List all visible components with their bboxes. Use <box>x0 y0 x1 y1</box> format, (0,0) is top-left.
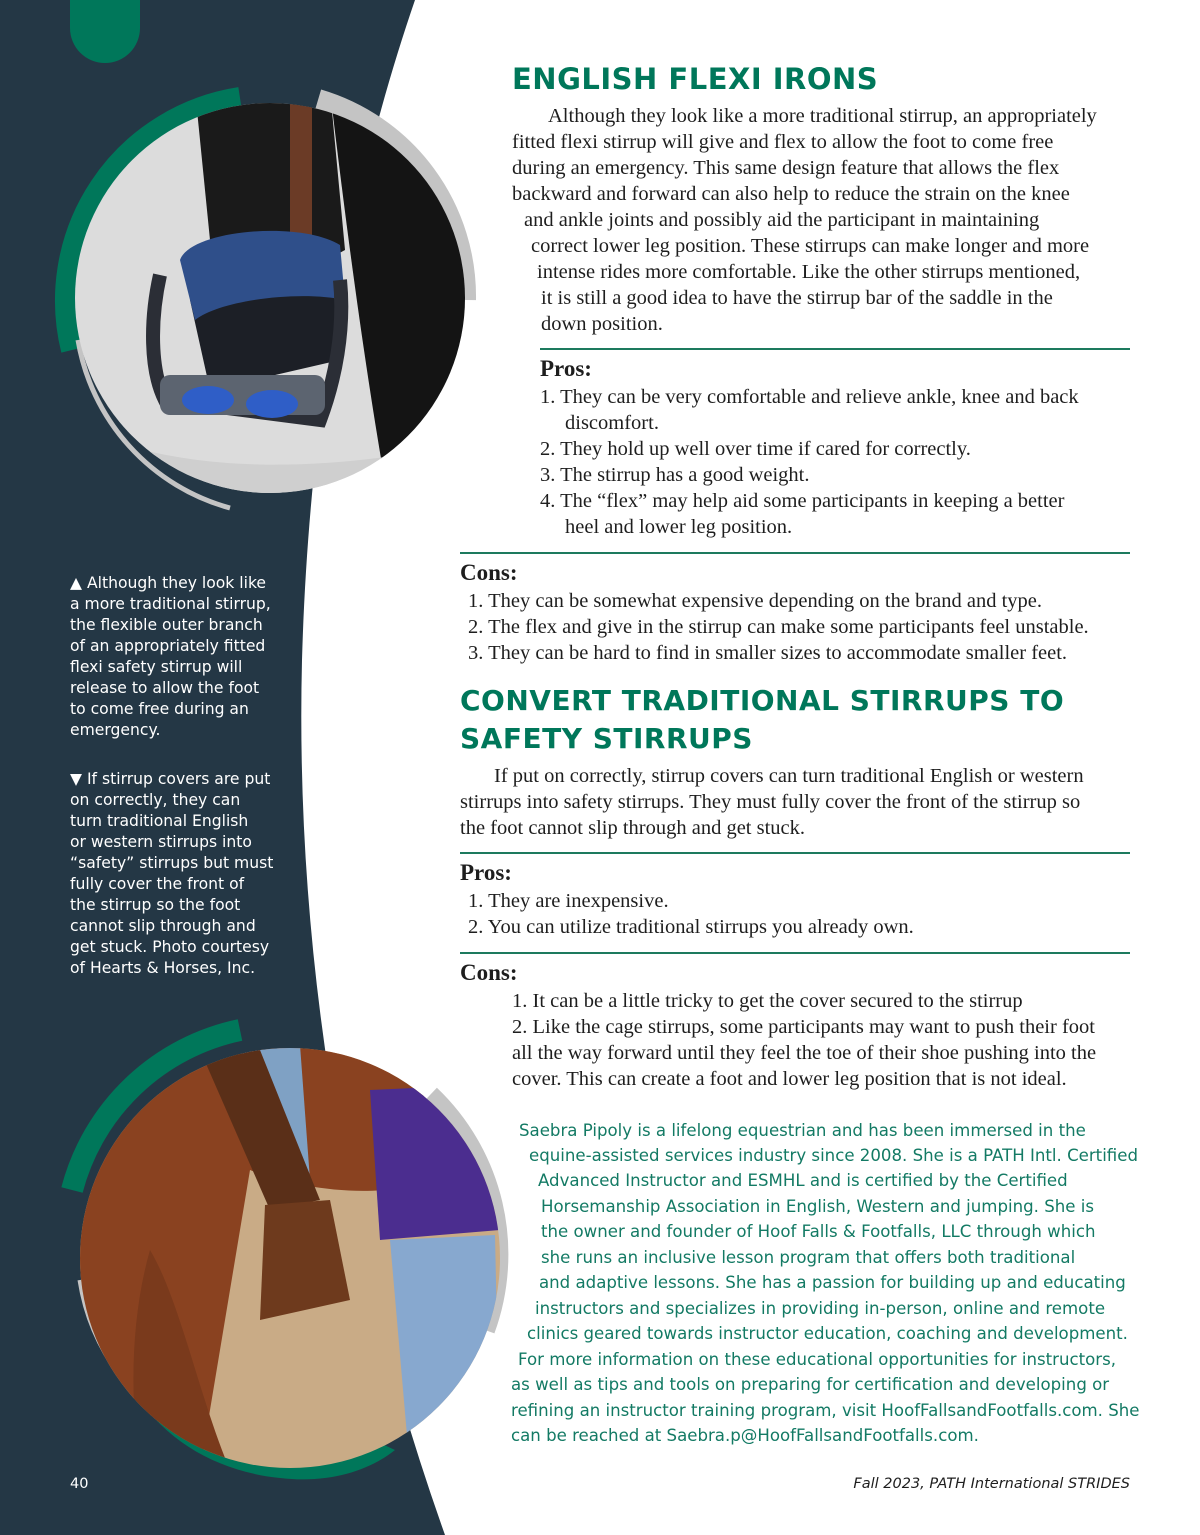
body-line: intense rides more comfortable. Like the other stirrups mentioned, <box>537 261 1081 283</box>
caption-line: the flexible outer branch <box>70 616 263 634</box>
list-item: 1. It can be a little tricky to get the cover secured to the stirrup <box>512 990 1023 1012</box>
body-line: Although they look like a more traditional stirrup, an appropriately <box>548 105 1097 127</box>
caption-line: fully cover the front of <box>70 875 245 893</box>
caption-line: of an appropriately fitted <box>70 637 266 655</box>
list-item: heel and lower leg position. <box>565 516 793 538</box>
list-item: 1. They are inexpensive. <box>468 890 669 912</box>
divider <box>460 852 1130 854</box>
body-line: down position. <box>541 313 663 335</box>
bio-line: refining an instructor training program, visit HoofFallsandFootfalls.com. She <box>511 1401 1140 1420</box>
list-item: 2. You can utilize traditional stirrups you already own. <box>468 916 914 938</box>
bio-line: she runs an inclusive lesson program that offers both traditional <box>541 1248 1076 1267</box>
body-line: stirrups into safety stirrups. They must fully cover the front of the stirrup so <box>460 791 1081 813</box>
cons-label: Cons: <box>460 960 518 985</box>
caption-line: emergency. <box>70 721 161 739</box>
caption-bottom <box>70 769 275 979</box>
list-item: cover. This can create a foot and lower leg position that is not ideal. <box>512 1068 1067 1090</box>
caption-line: or western stirrups into <box>70 833 252 851</box>
section-heading-convert-line2: SAFETY STIRRUPS <box>460 722 753 755</box>
list-item: discomfort. <box>565 412 659 434</box>
caption-line: turn traditional English <box>70 812 249 830</box>
bio-line: can be reached at Saebra.p@HoofFallsandFootfalls.com. <box>511 1426 979 1445</box>
list-item: 3. The stirrup has a good weight. <box>540 464 810 486</box>
bio-line: Saebra Pipoly is a lifelong equestrian and has been immersed in the <box>519 1121 1086 1140</box>
pros-label: Pros: <box>460 860 512 885</box>
body-line: during an emergency. This same design feature that allows the flex <box>512 157 1060 179</box>
caption-line: the stirrup so the foot <box>70 896 241 914</box>
divider <box>460 952 1130 954</box>
bio-line: Advanced Instructor and ESMHL and is certified by the Certified <box>538 1171 1068 1190</box>
caption-line: “safety” stirrups but must <box>70 854 274 872</box>
caption-line: of Hearts & Horses, Inc. <box>70 959 256 977</box>
caption-line: to come free during an <box>70 700 249 718</box>
body-line: correct lower leg position. These stirrups can make longer and more <box>531 235 1090 257</box>
caption-line: get stuck. Photo courtesy <box>70 938 270 956</box>
list-item: 2. The flex and give in the stirrup can make some participants feel unstable. <box>468 616 1089 638</box>
bio-line: the owner and founder of Hoof Falls & Footfalls, LLC through which <box>541 1222 1096 1241</box>
body-line: it is still a good idea to have the stirrup bar of the saddle in the <box>541 287 1053 309</box>
bio-line: instructors and specializes in providing in-person, online and remote <box>535 1299 1106 1318</box>
body-line: and ankle joints and possibly aid the participant in maintaining <box>524 209 1040 231</box>
bio-line: as well as tips and tools on preparing for certification and developing or <box>511 1375 1110 1394</box>
stirrup-cover-photo <box>80 1045 500 1470</box>
bio-line: equine-assisted services industry since 2008. She is a PATH Intl. Certified <box>529 1146 1138 1165</box>
list-item: 1. They can be very comfortable and relieve ankle, knee and back <box>540 386 1079 408</box>
pros-label: Pros: <box>540 356 592 381</box>
caption-line: a more traditional stirrup, <box>70 595 271 613</box>
page-number: 40 <box>70 1476 89 1492</box>
section-heading-convert: CONVERT TRADITIONAL STIRRUPS TO <box>460 684 1065 717</box>
caption-line: flexi safety stirrup will <box>70 658 243 676</box>
list-item: 2. Like the cage stirrups, some participants may want to push their foot <box>512 1016 1095 1038</box>
list-item: all the way forward until they feel the toe of their shoe pushing into the <box>512 1042 1097 1064</box>
caption-line: ▲ Although they look like <box>70 574 267 592</box>
divider <box>540 348 1130 350</box>
bio-line: For more information on these educational opportunities for instructors, <box>518 1350 1117 1369</box>
caption-line: release to allow the foot <box>70 679 260 697</box>
bio-line: and adaptive lessons. She has a passion for building up and educating <box>539 1273 1126 1292</box>
issue-footer: Fall 2023, PATH International STRIDES <box>853 1476 1130 1492</box>
list-item: 3. They can be hard to find in smaller sizes to accommodate smaller feet. <box>468 642 1068 664</box>
divider <box>460 552 1130 554</box>
body-line: fitted flexi stirrup will give and flex to allow the foot to come free <box>512 131 1054 153</box>
body-line: the foot cannot slip through and get stuck. <box>460 817 806 839</box>
list-item: 2. They hold up well over time if cared for correctly. <box>540 438 971 460</box>
cons-label: Cons: <box>460 560 518 585</box>
caption-line: on correctly, they can <box>70 791 241 809</box>
bio-line: clinics geared towards instructor education, coaching and development. <box>527 1324 1128 1343</box>
bio-line: Horsemanship Association in English, Western and jumping. She is <box>541 1197 1095 1216</box>
section-heading-flexi: ENGLISH FLEXI IRONS <box>512 62 879 96</box>
list-item: 1. They can be somewhat expensive depending on the brand and type. <box>468 590 1043 612</box>
caption-line: ▼ If stirrup covers are put <box>70 770 271 788</box>
body-line: If put on correctly, stirrup covers can turn traditional English or western <box>494 765 1084 787</box>
caption-line: cannot slip through and <box>70 917 256 935</box>
list-item: 4. The “flex” may help aid some participants in keeping a better <box>540 490 1065 512</box>
body-line: backward and forward can also help to reduce the strain on the knee <box>512 183 1070 205</box>
caption-top <box>70 573 275 741</box>
